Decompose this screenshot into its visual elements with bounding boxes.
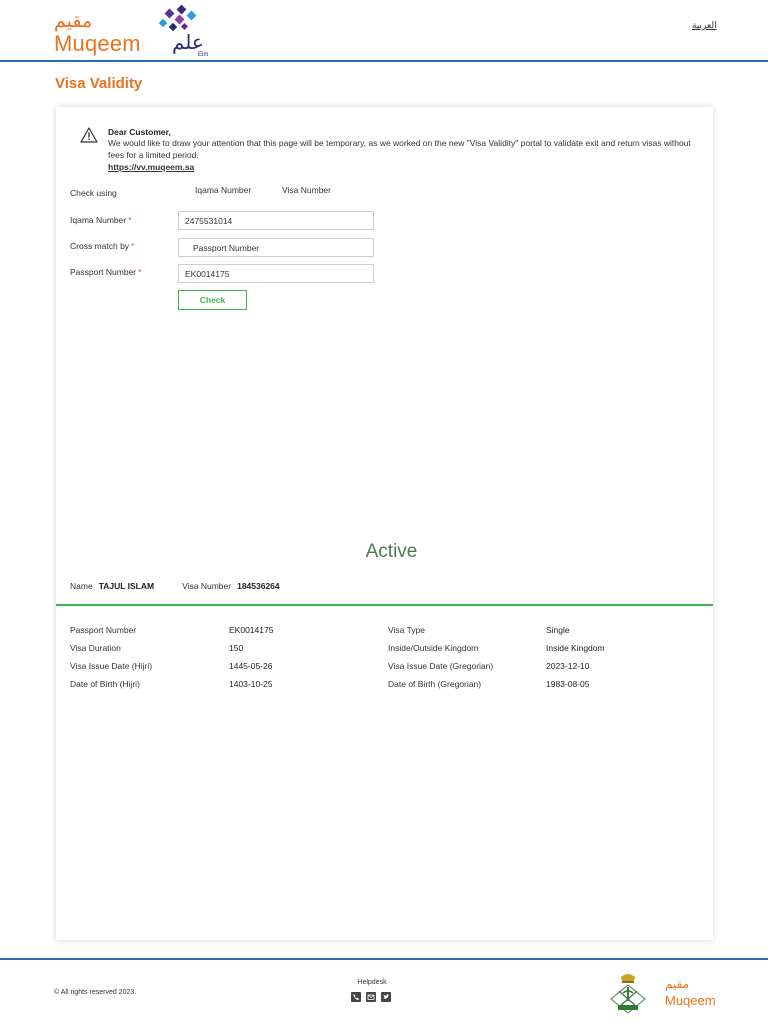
elm-logo[interactable] bbox=[156, 4, 214, 58]
visa-number-value: 184536264 bbox=[237, 581, 280, 591]
visa-status: Active bbox=[365, 541, 418, 562]
detail-value: 1445-05-26 bbox=[229, 661, 273, 671]
cross-match-select[interactable]: Passport Number bbox=[178, 238, 374, 257]
detail-value: 1403-10-25 bbox=[229, 679, 273, 689]
radio-visa-number[interactable]: Visa Number bbox=[282, 185, 331, 195]
passport-number-label bbox=[70, 267, 141, 277]
site-footer bbox=[0, 958, 768, 1024]
cross-match-label-text: Cross match by bbox=[70, 241, 130, 251]
visa-validity-card bbox=[56, 107, 713, 940]
result-summary bbox=[70, 581, 308, 591]
result-divider bbox=[56, 604, 713, 606]
notice-body: We would like to draw your attention that this page will be temporary, as we worked on the new "Visa Validity" portal to validate exit and return visas without fees for a limited period. bbox=[108, 138, 691, 160]
name-value: TAJUL ISLAM bbox=[98, 581, 155, 591]
detail-label: Visa Type bbox=[388, 625, 426, 635]
detail-label: Inside/Outside Kingdom bbox=[388, 643, 479, 653]
detail-value: Inside Kingdom bbox=[546, 643, 605, 653]
detail-row bbox=[70, 643, 700, 657]
detail-label: Date of Birth (Gregorian) bbox=[388, 679, 482, 689]
detail-value: 150 bbox=[229, 643, 244, 653]
notice-portal-link[interactable]: https://vv.muqeem.sa bbox=[108, 162, 195, 172]
detail-label: Date of Birth (Hijri) bbox=[70, 679, 140, 689]
detail-label: Visa Duration bbox=[70, 643, 121, 653]
passport-number-label-text: Passport Number bbox=[70, 267, 137, 277]
elm-logo-english: Elm bbox=[198, 52, 209, 58]
cross-match-label bbox=[70, 241, 134, 251]
mail-icon[interactable] bbox=[366, 992, 376, 1002]
site-header bbox=[0, 0, 768, 62]
passport-number-input[interactable]: EK0014175 bbox=[178, 264, 374, 283]
muqeem-logo[interactable] bbox=[54, 10, 144, 54]
muqeem-logo-arabic: مقيم bbox=[54, 10, 93, 32]
check-using-label: Check using bbox=[70, 188, 117, 198]
detail-row bbox=[70, 661, 700, 675]
elm-logo-arabic: علم bbox=[172, 30, 204, 54]
detail-label: Passport Number bbox=[70, 625, 137, 635]
helpdesk-label: Helpdesk bbox=[357, 979, 387, 986]
detail-value: 2023-12-10 bbox=[546, 661, 590, 671]
detail-value: 1983-08-05 bbox=[546, 679, 590, 689]
muqeem-logo-english: Muqeem bbox=[54, 31, 141, 56]
iqama-number-label-text: Iqama Number bbox=[70, 215, 127, 225]
notice-title: Dear Customer, bbox=[108, 127, 171, 137]
footer-muqeem-logo[interactable] bbox=[665, 977, 725, 1013]
required-mark: * bbox=[131, 241, 135, 251]
footer-logo-arabic: مقيم bbox=[665, 977, 690, 991]
detail-label: Visa Issue Date (Gregorian) bbox=[388, 661, 494, 671]
detail-row bbox=[70, 625, 700, 639]
page-title: Visa Validity bbox=[55, 75, 143, 92]
required-mark: * bbox=[128, 215, 132, 225]
saudi-emblem-icon bbox=[607, 971, 649, 1015]
phone-icon[interactable] bbox=[351, 992, 361, 1002]
required-mark: * bbox=[138, 267, 142, 277]
visa-number-label: Visa Number bbox=[182, 581, 232, 591]
warning-icon bbox=[80, 127, 98, 143]
radio-iqama-number[interactable]: Iqama Number bbox=[195, 185, 252, 195]
twitter-icon[interactable] bbox=[381, 992, 391, 1002]
detail-row bbox=[70, 679, 700, 693]
footer-logo-english: Muqeem bbox=[665, 993, 716, 1008]
elm-logo-mark bbox=[156, 4, 214, 58]
check-button[interactable]: Check bbox=[178, 290, 247, 310]
name-label: Name bbox=[70, 581, 93, 591]
helpdesk-icons bbox=[351, 992, 395, 1002]
language-switch-link[interactable]: العربية bbox=[692, 20, 717, 30]
iqama-number-label bbox=[70, 215, 132, 225]
detail-label: Visa Issue Date (Hijri) bbox=[70, 661, 153, 671]
copyright-text: © All rights reserved 2023. bbox=[54, 989, 137, 996]
detail-value: EK0014175 bbox=[229, 625, 274, 635]
iqama-number-input[interactable]: 2475531014 bbox=[178, 211, 374, 230]
detail-value: Single bbox=[546, 625, 570, 635]
